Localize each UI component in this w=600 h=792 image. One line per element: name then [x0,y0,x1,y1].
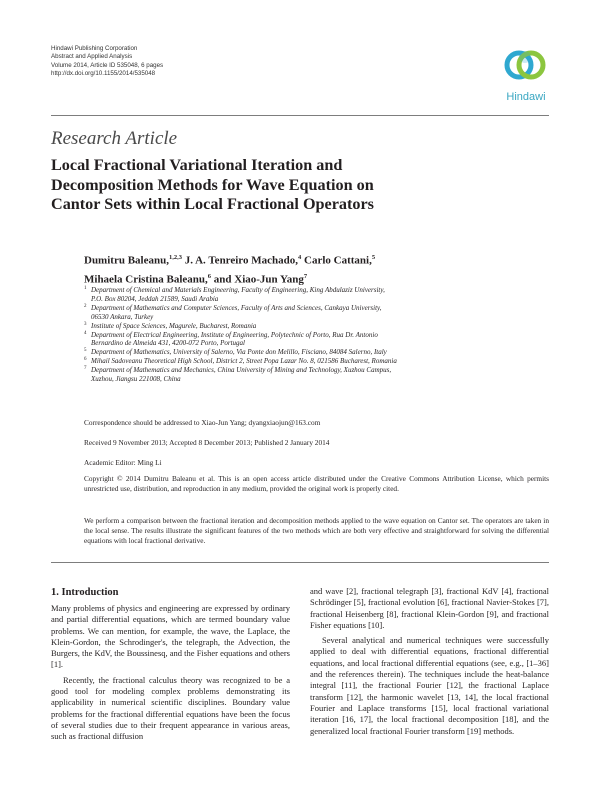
abstract: We perform a comparison between the fractional iteration and decomposition methods applied to the wave equation on Cantor set. The operators are taken in the local sense. The results illustrate the significant features of the two methods which are both very effective and straightforward for solving the differential equations with local fractional derivative. [84,516,549,545]
author-affil-sup: 5 [371,254,376,261]
author-name: J. A. Tenreiro Machado, [181,254,298,267]
body-column-left [51,603,290,743]
affiliation: 6 Mihail Sadoveanu Theoretical High School, District 2, Street Popa Lazar No. 8, 021586 Bucharest, Romania [84,357,397,366]
author-list [84,250,524,287]
publication-dates: Received 9 November 2013; Accepted 8 December 2013; Published 2 January 2014 [84,438,330,447]
volume-info: Volume 2014, Article ID 535048, 6 pages [51,61,164,69]
header-rule [51,115,549,116]
journal-header [51,45,163,78]
affiliation-list [84,286,549,384]
affiliation: 5 Department of Mathematics, University of Salerno, Via Ponte don Melillo, Fisciano, 84084 Salerno, Italy [84,348,387,357]
abstract-rule [51,562,549,563]
affiliation: 4 Department of Electrical Engineering, Institute of Engineering, Polytechnic of Porto, Rua Dr. Antonio Bernardino de Almeida 431, 4200-072 Porto, Portugal [84,330,378,348]
affiliation: 7 Department of Mathematics and Mechanics, China University of Mining and Technology, Xuzhou Campus, Xuzhou, Jiangsu 221008, China [84,366,392,384]
section-title: 1. Introduction [51,587,119,598]
correspondence: Correspondence should be addressed to Xiao-Jun Yang; dyangxiaojun@163.com [84,418,321,427]
article-title [51,156,521,215]
body-column-right [310,586,549,737]
title-line: Cantor Sets within Local Fractional Operators [51,195,374,213]
paragraph: Many problems of physics and engineering are expressed by ordinary and partial differential equations, which are termed boundary value problems. We can mention, for example, the wave, the Laplace, the Klein-Gordon, the Schrodinger's, the telegraph, the Advection, the Burgers, the KdV, the Boussinesq, and the Fisher equations and others [1]. [51,603,290,670]
publisher-name: Hindawi Publishing Corporation [51,45,138,52]
journal-name: Abstract and Applied Analysis [51,53,133,61]
title-line: Decomposition Methods for Wave Equation on [51,175,374,194]
paragraph: Recently, the fractional calculus theory was recognized to be a good tool for modeling complex problems demonstrating its applicability in numerical scientific disciplines. Boundary value problems for the fractional differential equations have been the focus of several studies due to their frequent appearance in various areas, such as fractional diffusion [51,674,290,742]
author-name: Mihaela Cristina Baleanu, [84,273,208,286]
paragraph: and wave [2], fractional telegraph [3], fractional KdV [4], fractional Schrödinger [5], fractional evolution [6], fractional Navier-Stokes [7], fractional Heisenberg [8], fractional Klein-Gordon [9], and fractional Fisher equations [10]. [310,586,549,630]
copyright-notice: Copyright © 2014 Dumitru Baleanu et al. This is an open access article distributed under the Creative Commons Attribution License, which permits unrestricted use, distribution, and reproduction in any medium, provided the original work is properly cited. [84,474,549,493]
paragraph: Several analytical and numerical techniques were successfully applied to deal with differential equations, fractional differential equations, and local fractional differential equations (see, e.g., [1–36] and the references therein). The techniques include the heat-balance integral [11], the fractional Fourier [12], the fractional Laplace transform [12], the harmonic wavelet [13, 14], the local fractional Fourier and Laplace transforms [15], local fractional variational iteration [16, 17], the local fractional decomposition [18], and the generalized local fractional Fourier transform [19] methods. [310,635,549,736]
author-name: and Xiao-Jun Yang [211,273,304,286]
author-affil-sup: 6 [207,272,212,280]
affiliation: 1 Department of Chemical and Materials Engineering, Faculty of Engineering, King Abdulaziz University, P.O. Box 80204, Jeddah 21589, Saudi Arabia [84,286,385,303]
hindawi-logo-text: Hindawi [506,91,546,103]
doi-link[interactable]: http://dx.doi.org/10.1155/2014/535048 [51,69,156,77]
article-type: Research Article [51,128,178,149]
author-name: Dumitru Baleanu, [84,254,169,267]
author-affil-sup: 4 [298,254,302,261]
author-affil-sup: 7 [303,272,308,280]
academic-editor: Academic Editor: Ming Li [84,458,162,467]
affiliation: 2 Department of Mathematics and Computer Sciences, Faculty of Arts and Sciences, Cankaya University, 06530 Ankara, Turkey [84,303,382,321]
affiliation: 3 Institute of Space Sciences, Magurele, Bucharest, Romania [84,321,257,330]
author-affil-sup: 1,2,3 [168,254,182,261]
author-name: Carlo Cattani, [301,254,372,267]
title-line: Local Fractional Variational Iteration and [51,156,343,174]
